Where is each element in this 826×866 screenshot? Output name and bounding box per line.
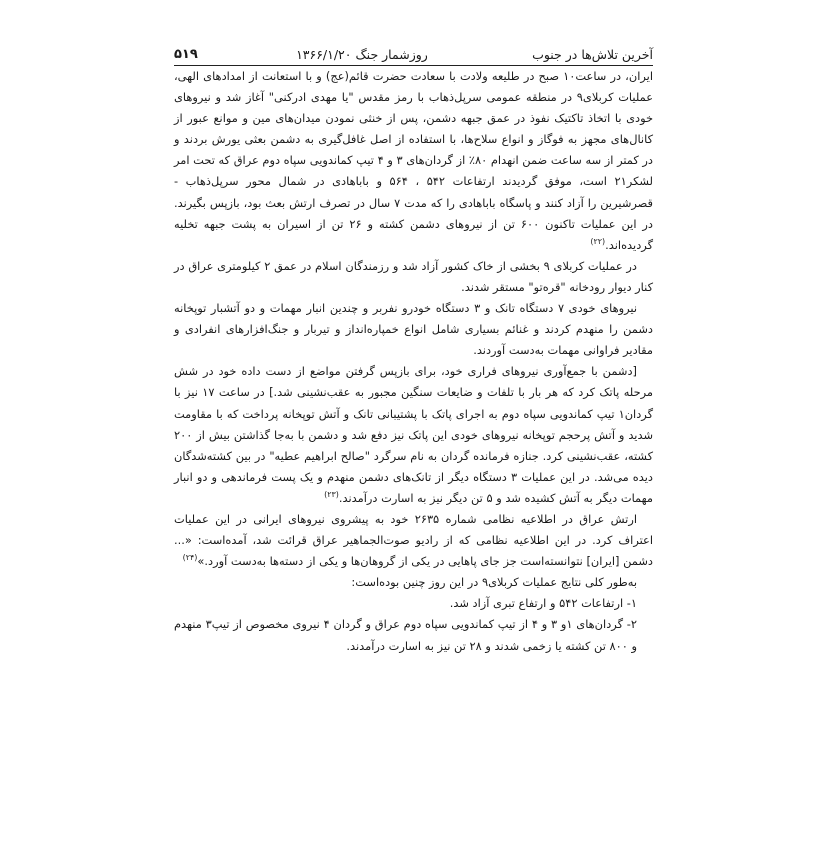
results-list-item: ۱- ارتفاعات ۵۴۲ و ارتفاع تبری آزاد شد.	[449, 596, 637, 611]
chronicle-date-value: ۱۳۶۶/۱/۲۰	[296, 47, 352, 62]
paragraph-2	[174, 256, 653, 298]
main-text	[174, 66, 653, 657]
running-title	[526, 47, 653, 62]
running-header	[174, 36, 653, 66]
paragraph-1-text: ایران، در ساعت۱۰ صبح در طلیعه ولادت با سعادت حضرت قائم(عج) و با استعانت از امدادهای الهی، عملیات کربلای۹ در منطقه عمومی سرپل‌ذهاب با رمز مقدس "یا مهدی ادرکنی" آغاز شد و نیروهای خودی با اتخاذ تاکتیک نفوذ در عمق جبهه دشمن، پس از خنثی نمودن میدان‌های مین و موانع عبور از کانال‌های مجهز به فوگاز و انواع سلاح‌ها، با استفاده از اصل غافل‌گیری به دشمن بعثی یورش بردند و در کمتر از سه ساعت ضمن انهدام ۸۰٪ از گردان‌های ۳ و ۴ تیپ کماندویی سپاه دوم عراق که تحت امر لشکر۲۱ است، موفق گردیدند ارتفاعات ۵۴۲ ، ۵۶۴ و باباهادی در شمال محور سرپل‌ذهاب - قصرشیرین را آزاد کنند و پاسگاه باباهادی را که مدت ۷ سال در تصرف ارتش بعث بود، بازپس بگیرند. در این عملیات تاکنون ۶۰۰ تن از نیروهای دشمن کشته و ۲۶ تن از اسیران به پشت جبهه تخلیه گردیده‌اند.	[174, 69, 654, 252]
paragraph-6-text: به‌طور کلی نتایج عملیات کربلای۹ در این روز چنین بوده‌است:	[351, 575, 637, 590]
paragraph-1	[174, 66, 653, 256]
book-title: آخرین تلاش‌ها در جنوب	[532, 47, 653, 62]
paragraph-2-text: در عملیات کربلای ۹ بخشی از خاک کشور آزاد شد و رزمندگان اسلام در عمق ۲ کیلومتری عراق در کنار دیوار رودخانه "قره‌تو" مستقر شدند.	[174, 258, 653, 294]
footnote-ref-22: (۲۲)	[590, 236, 606, 246]
paragraph-5	[174, 509, 653, 572]
chronicle-date	[296, 47, 428, 62]
paragraph-6	[174, 572, 653, 593]
chronicle-label: روزشمار جنگ	[355, 47, 428, 62]
page-number: ۵۱۹	[174, 47, 198, 62]
paragraph-5-text: ارتش عراق در اطلاعیه نظامی شماره ۲۶۳۵ خود به پیشروی نیروهای ایرانی در این عملیات اعتراف کرد. در این اطلاعیه نظامی که از رادیو صوت‌الجماهیر عراق قرائت شد، آمده‌است: «... دشمن [ایران] نتوانسته‌است جز جای پاهایی در یکی از گروهان‌ها و یکی از دسته‌ها به‌دست آورد.»	[174, 511, 653, 569]
results-list-item: ۲- گردان‌های ۱و ۳ و ۴ از تیپ کماندویی سپاه دوم عراق و گردان ۴ نیروی مخصوص از تیپ۳ منهدم و ۸۰۰ تن کشته یا زخمی شدند و ۲۸ تن نیز به اسارت درآمدند.	[174, 617, 637, 653]
paragraph-4	[174, 361, 653, 509]
footnote-ref-23: (۲۳)	[324, 490, 339, 500]
paragraph-3-text: نیروهای خودی ۷ دستگاه تانک و ۳ دستگاه خودرو نفربر و چندین انبار مهمات و دو آتشبار توپخانه دشمن را منهدم کردند و غنائم بسیاری شامل انواع خمپاره‌انداز و تیربار و جنگ‌افزارهای انفرادی و مقادیر فراوانی مهمات به‌دست آوردند.	[174, 301, 653, 358]
paragraph-4-text: [دشمن با جمع‌آوری نیروهای فراری خود، برای بازپس گرفتن مواضع از دست داده خود در شش مرحله پاتک کرد که هر بار با تلفات و ضایعات سنگین مجبور به عقب‌نشینی شد.] در ساعت ۱۷ نیز با گردان۱ تیپ کماندویی سپاه دوم به اجرای پاتک با پشتیبانی تانک و آتش توپخانه پرداخت که با مقاومت شدید و آتش پرحجم توپخانه نیروهای خودی این پاتک نیز دفع شد و دشمن با به‌جا گذاشتن بیش از ۲۰۰ کشته، عقب‌نشینی کرد. جنازه فرمانده گردان به نام سرگرد "صالح ابراهیم عطیه" در بین کشته‌شدگان دیده می‌شد. در این عملیات ۳ دستگاه دیگر از تانک‌های دشمن منهدم و یک پست فرماندهی و دو انبار مهمات دیگر به آتش کشیده شد و ۵ تن دیگر نیز به اسارت درآمدند.	[174, 364, 653, 505]
results-list	[174, 593, 653, 656]
footnote-ref-24: (۲۴)	[182, 553, 198, 563]
paragraph-3	[174, 298, 653, 361]
